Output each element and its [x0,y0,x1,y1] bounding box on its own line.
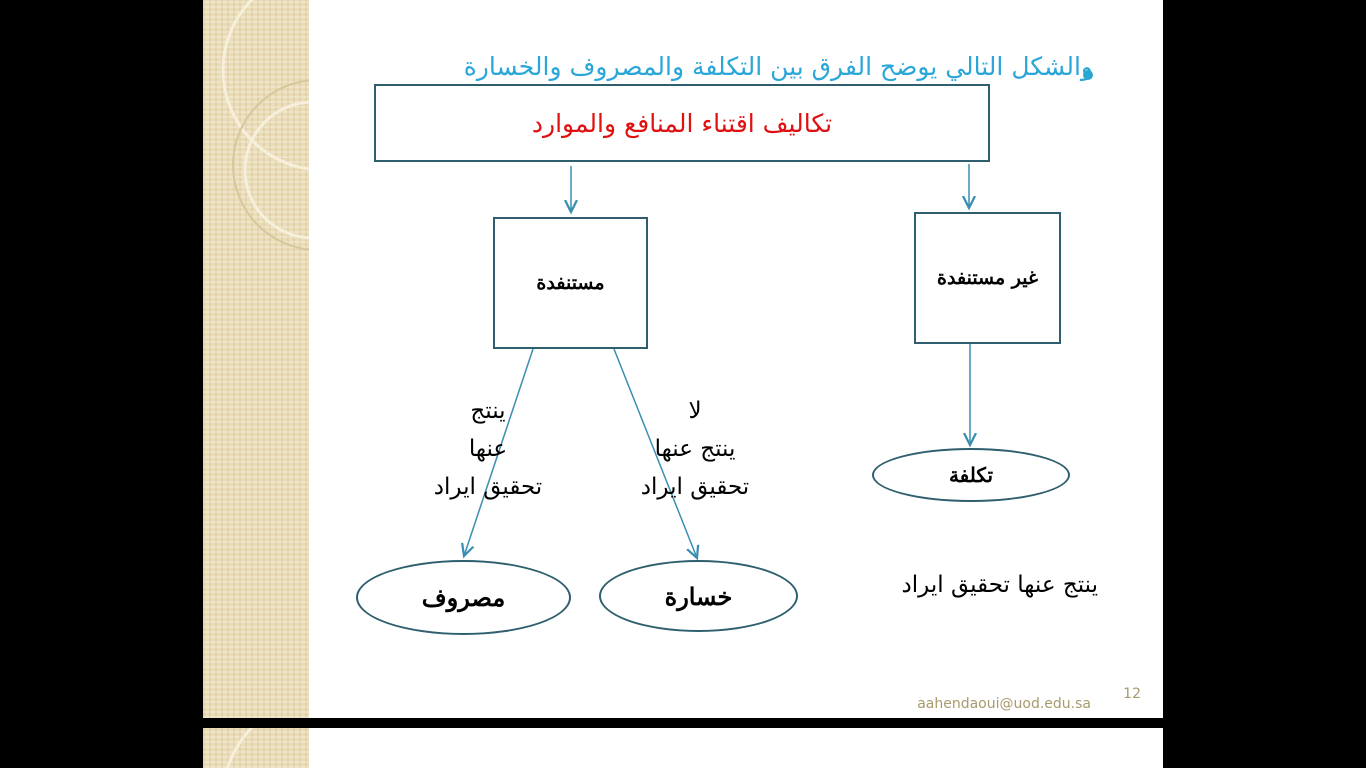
page-number: 12 [1123,686,1141,702]
loss-note [610,392,780,506]
cost-ellipse [872,448,1070,502]
loss-ellipse [599,560,798,632]
footer-email: aahendaoui@uod.edu.sa [917,696,1091,712]
expense-label: مصروف [421,583,506,612]
unused-box [914,212,1061,344]
slide-title: والشكل التالي يوضح الفرق بين التكلفة والمصروف والخسارة [463,52,1093,81]
cost-label: تكلفة [948,463,994,487]
acquisition-costs-label: تكاليف اقتناء المنافع والموارد [531,108,833,138]
cost-note: ينتج عنها تحقيق ايراد [901,572,1098,598]
used-box [493,217,648,349]
next-slide-preview [203,728,1163,768]
loss-note-line3: تحقيق ايراد [640,474,750,500]
expense-note-line1: ينتج [470,398,506,424]
next-slide-decorative-sidebar [203,728,309,768]
expense-note-line3: تحقيق ايراد [433,474,543,500]
expense-note-line2: عنها [468,436,508,462]
expense-ellipse [356,560,571,635]
loss-note-line2: ينتج عنها [654,436,736,462]
loss-label: خسارة [664,581,733,611]
loss-note-line1: لا [688,398,702,424]
slide [203,0,1163,718]
expense-note [403,392,573,506]
unused-label: غير مستنفدة [937,267,1038,289]
used-label: مستنفدة [536,272,605,294]
next-slide-decorative-circles [203,728,309,768]
acquisition-costs-box [374,84,990,162]
